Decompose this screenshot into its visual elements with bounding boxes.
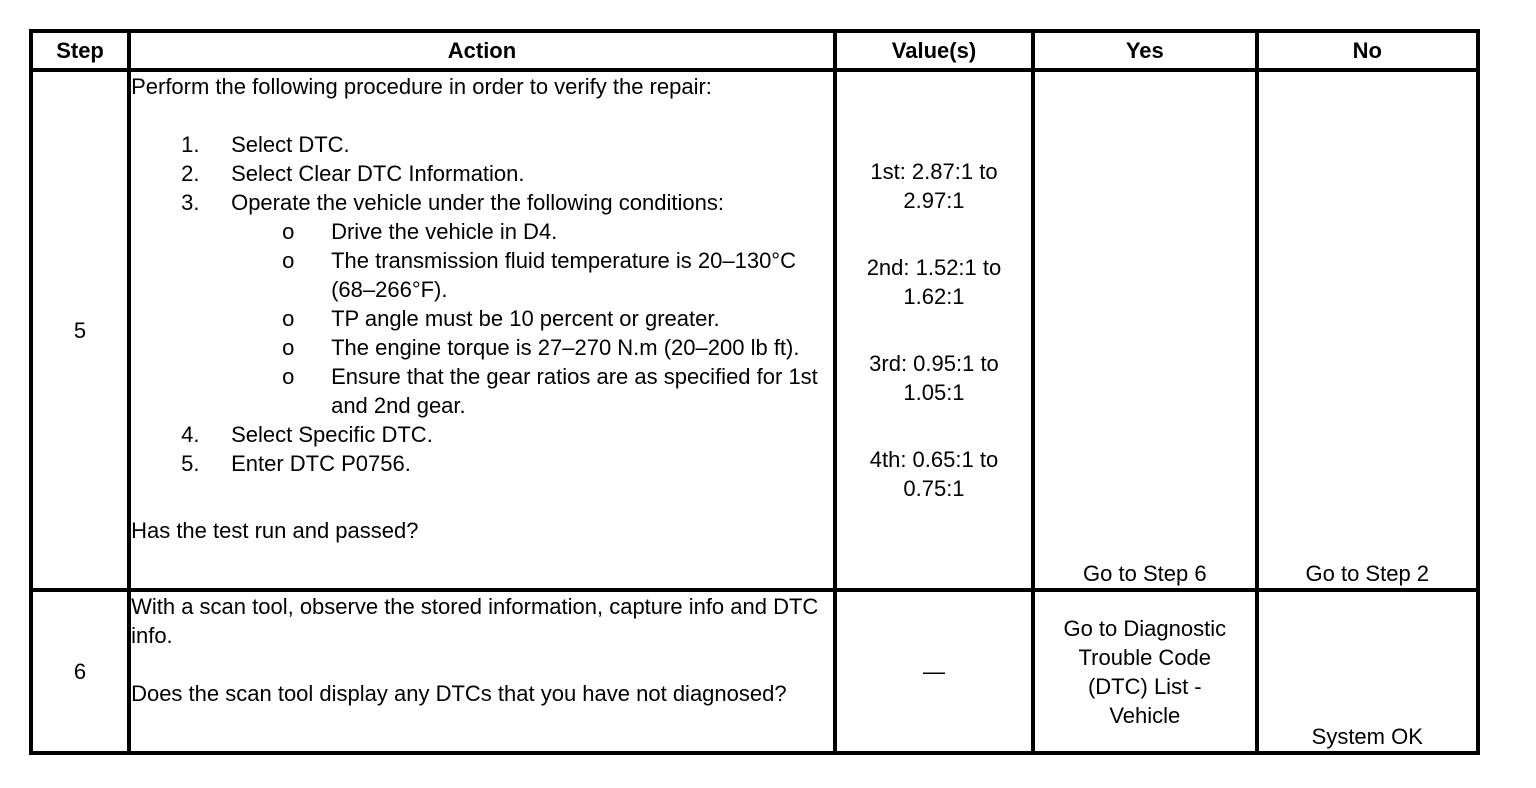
procedure-step <box>131 449 833 478</box>
gear-ratio-line: 2nd: 1.52:1 to <box>866 255 1002 280</box>
header-action: Action <box>129 31 835 70</box>
step-text: Enter DTC P0756. <box>231 451 411 476</box>
step-body <box>231 188 833 420</box>
bullet-marker: o <box>282 364 295 389</box>
condition-text: The engine torque is 27–270 N.m (20–200 lb ft). <box>331 335 800 360</box>
gear-ratio-value <box>843 157 1025 215</box>
step-text: Select Clear DTC Information. <box>231 161 525 186</box>
condition-text: Ensure that the gear ratios are as specified for 1st and 2nd gear. <box>331 364 818 418</box>
yes-action <box>1033 590 1256 753</box>
table-row-step-5 <box>31 70 1478 590</box>
header-yes: Yes <box>1033 31 1256 70</box>
step-number: 5 <box>31 70 129 590</box>
bullet-marker: o <box>282 306 295 331</box>
no-action: System OK <box>1257 590 1478 753</box>
step-text: Select DTC. <box>231 132 350 157</box>
bullet-marker: o <box>282 248 295 273</box>
header-step: Step <box>31 31 129 70</box>
procedure-list <box>131 130 833 478</box>
condition-item <box>231 333 833 362</box>
procedure-step <box>131 420 833 449</box>
yes-action-line: Trouble Code <box>1078 644 1212 670</box>
step-text: Select Specific DTC. <box>231 422 433 447</box>
procedure-step <box>131 188 833 420</box>
condition-text: The transmission fluid temperature is 20–130°C (68–266°F). <box>331 248 796 302</box>
gear-ratio-line: 0.75:1 <box>903 476 965 501</box>
procedure-step <box>131 130 833 159</box>
procedure-step <box>131 159 833 188</box>
gear-ratio-line: 2.97:1 <box>903 188 965 213</box>
condition-item <box>231 362 833 420</box>
header-values: Value(s) <box>835 31 1033 70</box>
gear-ratio-value <box>843 349 1025 407</box>
verification-question: Does the scan tool display any DTCs that you have not diagnosed? <box>131 681 787 706</box>
no-action: Go to Step 2 <box>1257 70 1478 590</box>
condition-text: TP angle must be 10 percent or greater. <box>331 306 720 331</box>
step-index: 2. <box>181 161 200 186</box>
condition-list <box>231 217 833 420</box>
gear-ratio-line: 3rd: 0.95:1 to <box>869 351 999 376</box>
step-index: 3. <box>181 190 200 215</box>
yes-action-line: Vehicle <box>1109 702 1181 728</box>
diagnostic-table <box>29 29 1480 755</box>
gear-ratio-value <box>843 445 1025 503</box>
step-text: Operate the vehicle under the following conditions: <box>231 190 724 215</box>
condition-item <box>231 246 833 304</box>
action-cell <box>129 70 835 590</box>
yes-action-line: Go to Diagnostic <box>1063 615 1227 641</box>
step-index: 1. <box>181 132 200 157</box>
procedure-intro: Perform the following procedure in order to verify the repair: <box>131 74 712 99</box>
values-cell: — <box>835 590 1033 753</box>
action-cell <box>129 590 835 753</box>
values-cell <box>835 70 1033 590</box>
action-instruction: With a scan tool, observe the stored information, capture info and DTC info. <box>131 594 819 648</box>
header-no: No <box>1257 31 1478 70</box>
table-row-step-6 <box>31 590 1478 753</box>
yes-action-line: (DTC) List - <box>1087 673 1202 699</box>
gear-ratio-line: 1.62:1 <box>903 284 965 309</box>
condition-item <box>231 304 833 333</box>
yes-action: Go to Step 6 <box>1033 70 1256 590</box>
step-index: 5. <box>181 451 200 476</box>
bullet-marker: o <box>282 219 295 244</box>
condition-item <box>231 217 833 246</box>
bullet-marker: o <box>282 335 295 360</box>
condition-text: Drive the vehicle in D4. <box>331 219 558 244</box>
step-index: 4. <box>181 422 200 447</box>
step-number: 6 <box>31 590 129 753</box>
header-row <box>31 31 1478 70</box>
gear-ratio-line: 1st: 2.87:1 to <box>870 159 998 184</box>
gear-ratio-line: 4th: 0.65:1 to <box>869 447 999 472</box>
verification-question: Has the test run and passed? <box>131 518 419 543</box>
gear-ratio-value <box>843 253 1025 311</box>
gear-ratio-line: 1.05:1 <box>903 380 965 405</box>
